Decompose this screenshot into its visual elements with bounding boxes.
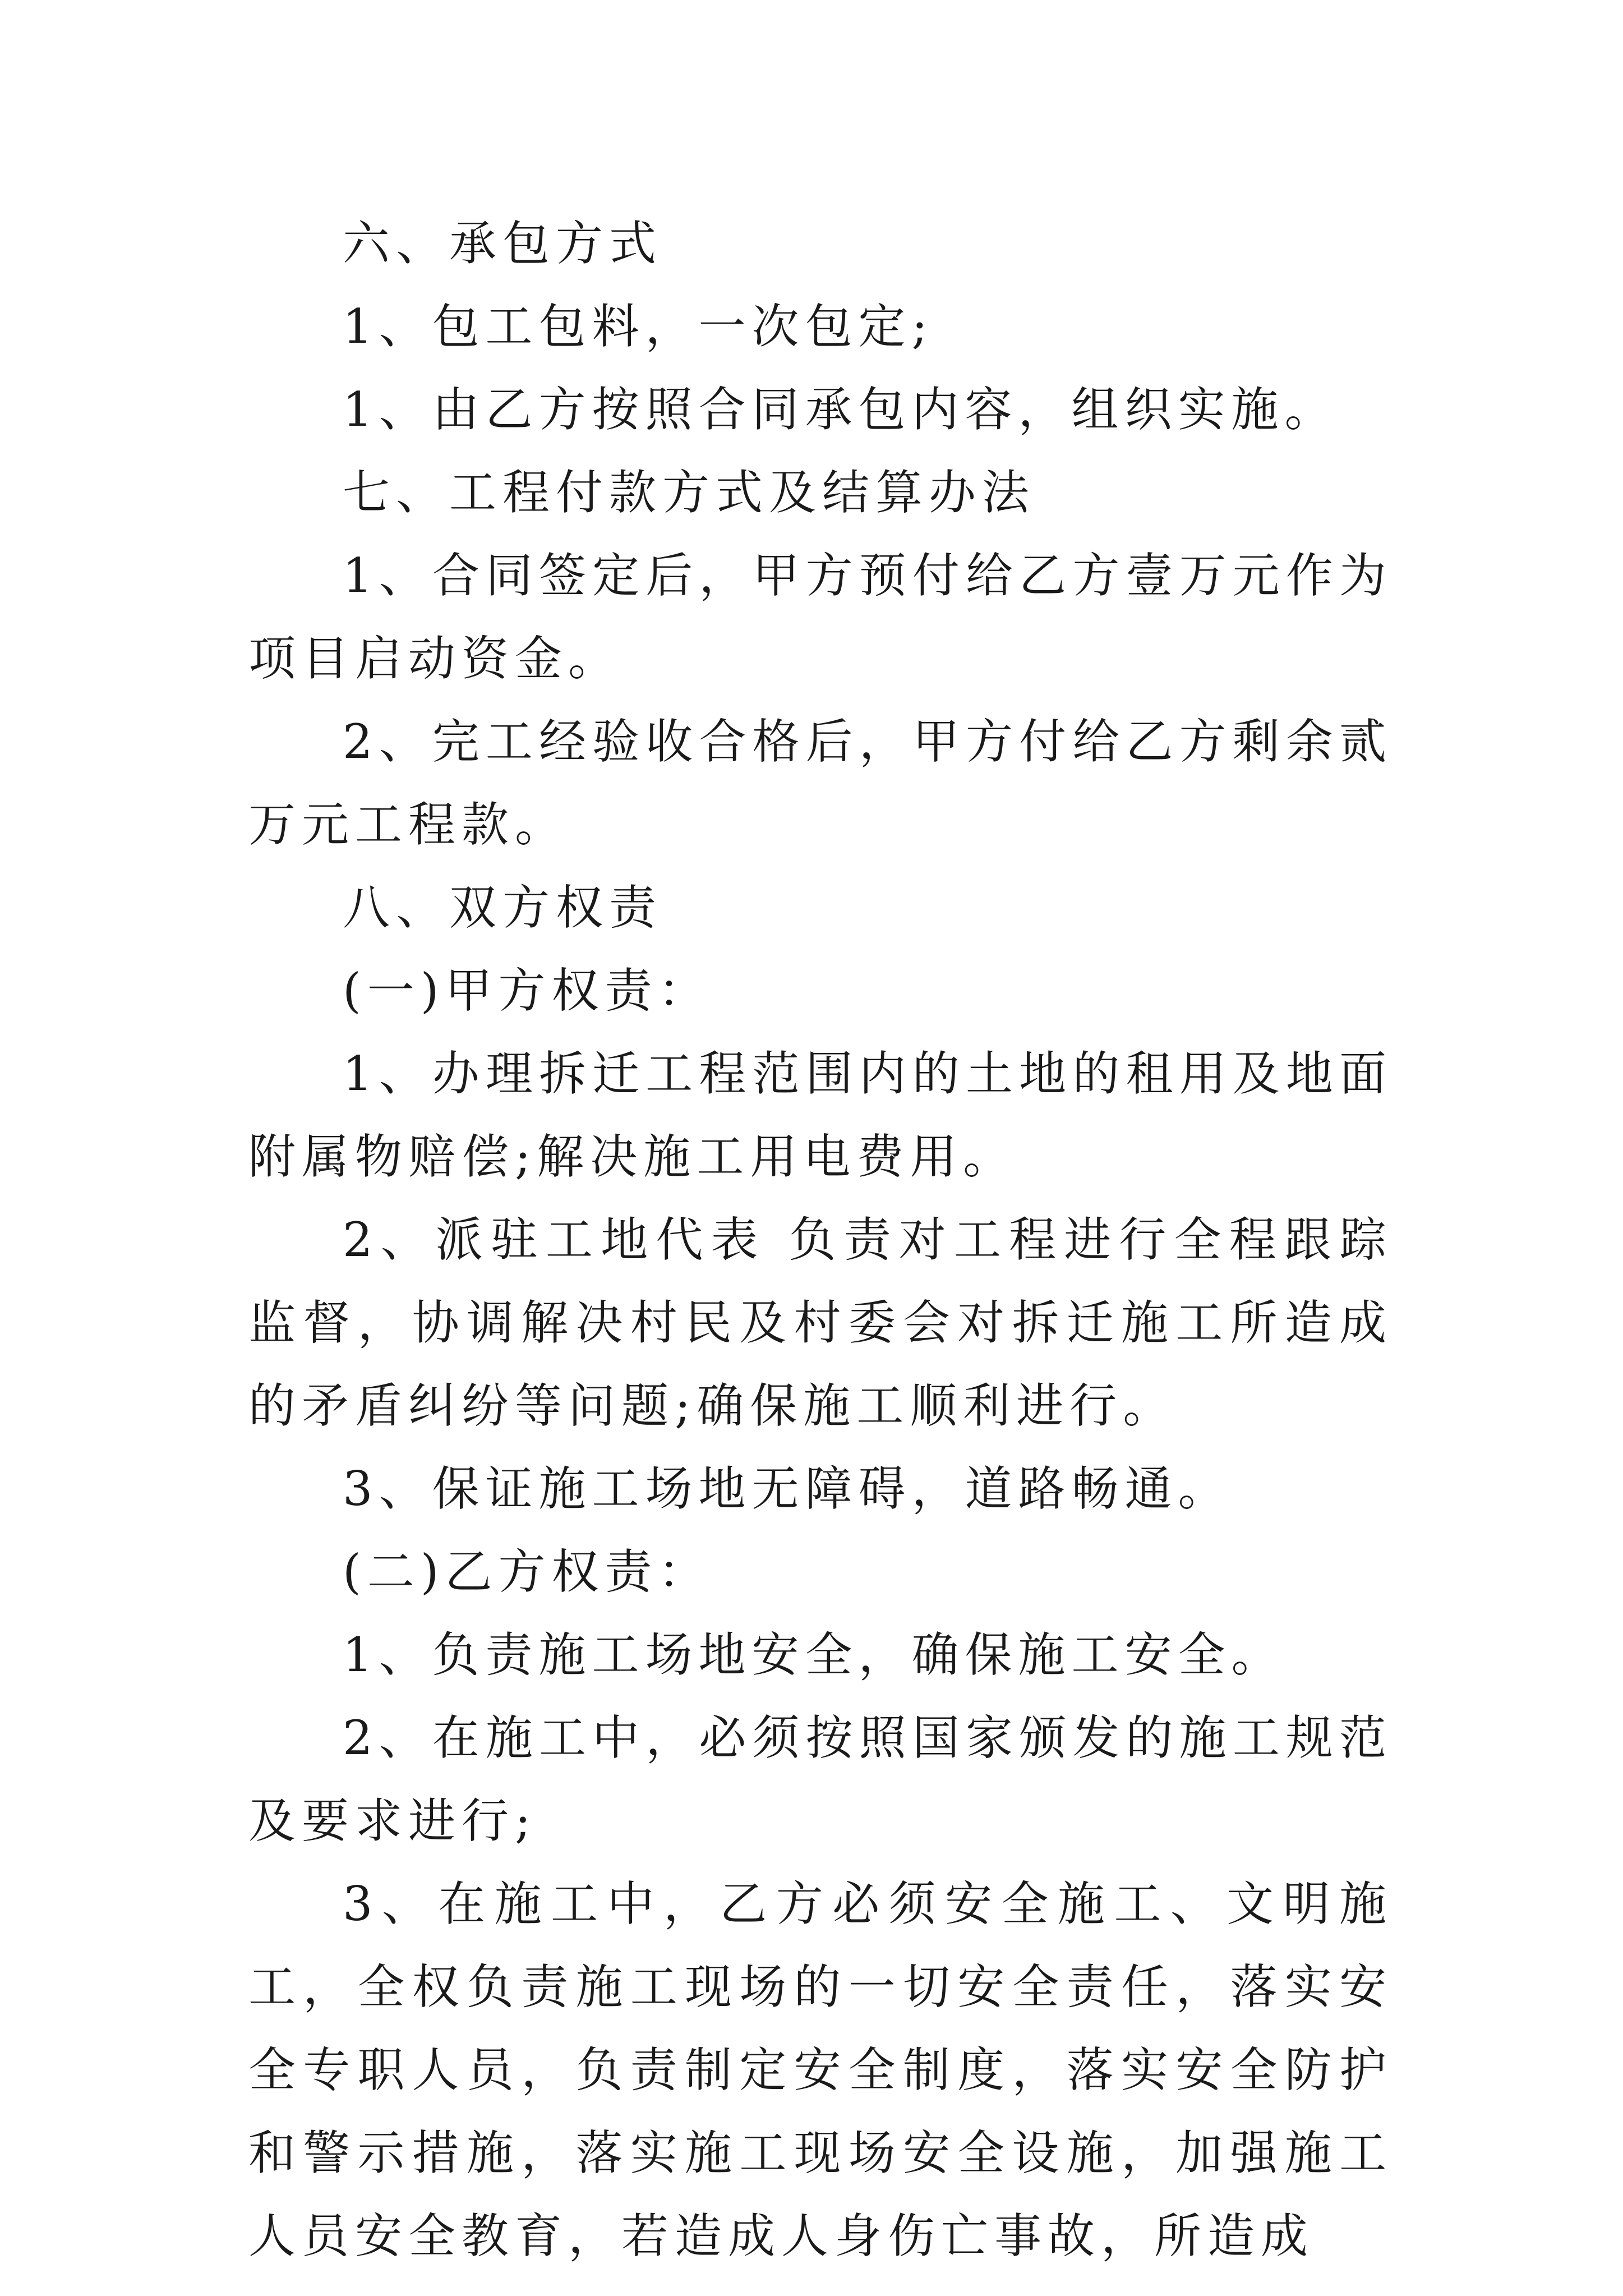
document-body [248,202,1393,2277]
paragraph: 1、办理拆迁工程范围内的土地的租用及地面附属物赔偿;解决施工用电费用。 [248,1046,1393,1184]
paragraph: 1、包工包料，一次包定; [343,299,934,354]
paragraph: 3、在施工中，乙方必须安全施工、文明施工，全权负责施工现场的一切安全责任，落实安全专职人员，负责制定安全制度，落实安全防护和警示措施，落实施工现场安全设施，加强施工人员安全教育，若造成人身伤亡事故，所造成 [248,1876,1393,2263]
paragraph: 1、负责施工场地安全，确保施工安全。 [343,1627,1285,1682]
section-heading-rights: 八、双方权责 [343,880,663,935]
section-heading-contract-method: 六、承包方式 [343,216,663,271]
paragraph: 2、完工经验收合格后，甲方付给乙方剩余贰万元工程款。 [248,714,1393,852]
paragraph: 3、保证施工场地无障碍，道路畅通。 [343,1461,1232,1516]
paragraph: 1、合同签定后，甲方预付给乙方壹万元作为项目启动资金。 [248,548,1393,686]
subsection-heading-party-a: (一)甲方权责： [343,963,712,1018]
paragraph: 2、派驻工地代表 负责对工程进行全程跟踪监督，协调解决村民及村委会对拆迁施工所造成的矛盾纠纷等问题;确保施工顺利进行。 [248,1212,1393,1433]
section-heading-payment: 七、工程付款方式及结算办法 [343,465,1036,520]
paragraph: 2、在施工中，必须按照国家颁发的施工规范及要求进行; [248,1710,1393,1848]
paragraph: 1、由乙方按照合同承包内容，组织实施。 [343,382,1338,437]
subsection-heading-party-b: (二)乙方权责： [343,1544,712,1599]
